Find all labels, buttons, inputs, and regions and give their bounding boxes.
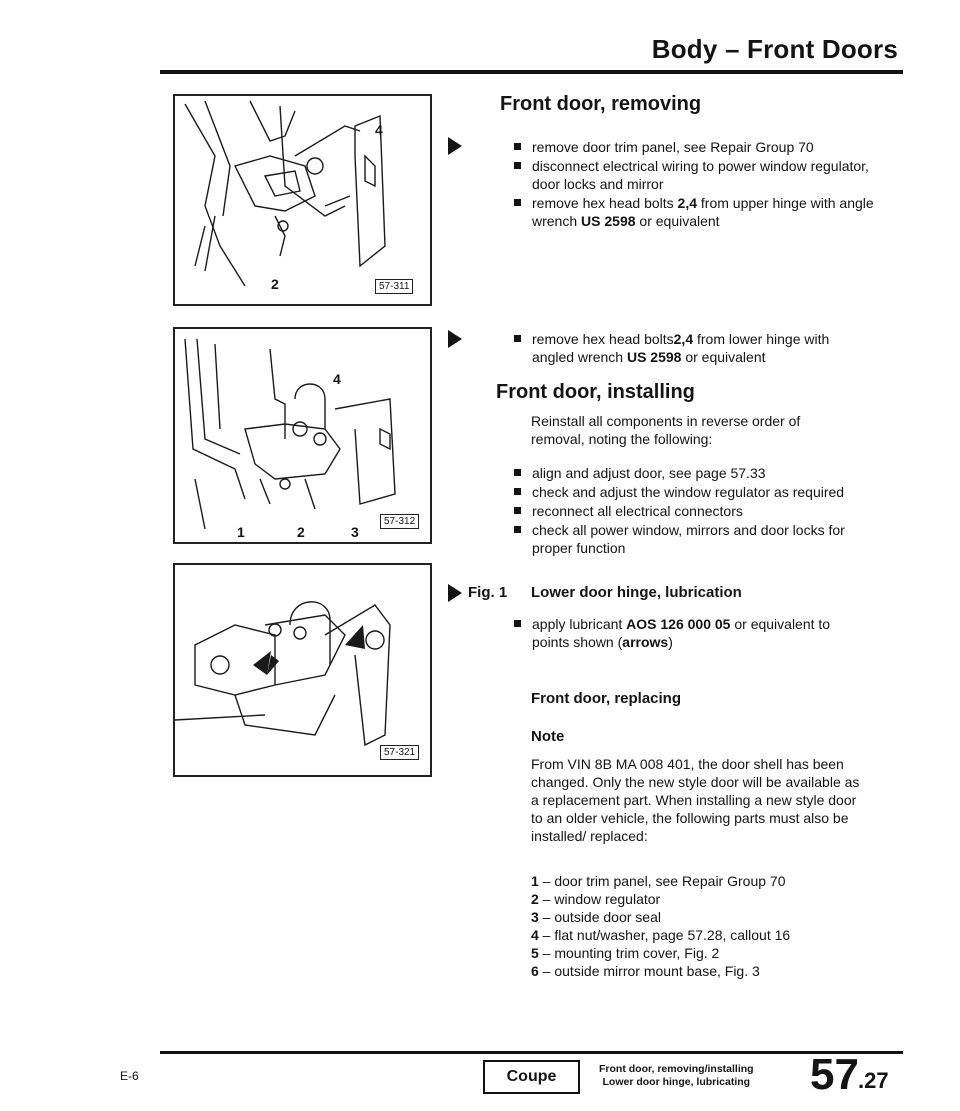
page-title: Body – Front Doors: [651, 34, 898, 64]
callout-2: 2: [271, 276, 279, 292]
callout-4: 4: [375, 122, 383, 138]
list-item: align and adjust door, see page 57.33: [514, 464, 859, 482]
footer-description: Front door, removing/installing Lower door hinge, lubricating: [599, 1063, 754, 1088]
list-item: 3 – outside door seal: [531, 909, 661, 925]
list-item: disconnect electrical wiring to power window regulator, door locks and mirror: [514, 157, 874, 193]
footer-page-label: E-6: [120, 1069, 139, 1083]
list-item: apply lubricant AOS 126 000 05 or equivalent to points shown (arrows): [514, 615, 854, 651]
callout-2: 2: [297, 524, 305, 540]
lower-hinge-drawing: [175, 329, 430, 542]
installing-steps: [514, 464, 859, 558]
lubrication-drawing: [175, 565, 430, 775]
list-item: 1 – door trim panel, see Repair Group 70: [531, 873, 786, 889]
list-item: check all power window, mirrors and door locks for proper function: [514, 521, 859, 557]
lower-hinge-step: [514, 330, 874, 367]
figure-upper-hinge: [173, 94, 432, 306]
fig1-reference: Fig. 1: [468, 584, 508, 601]
list-item: remove hex head bolts2,4 from lower hinge with angled wrench US 2598 or equivalent: [514, 330, 874, 366]
callout-1: 1: [237, 524, 245, 540]
list-item: remove door trim panel, see Repair Group 70: [514, 138, 874, 156]
note-text: From VIN 8B MA 008 401, the door shell has been changed. Only the new style door will be available as a replacement part. When installing a new style door to an older vehicle, the following parts must also be installed/ replaced:: [531, 756, 860, 844]
lubrication-arrow: [345, 625, 365, 649]
callout-4: 4: [333, 371, 341, 387]
installing-intro: Reinstall all components in reverse order of removal, noting the following:: [531, 413, 801, 447]
section-title-installing: Front door, installing: [496, 381, 695, 403]
figure-number-label: 57-311: [375, 279, 413, 294]
list-item: 4 – flat nut/washer, page 57.28, callout 16: [531, 927, 791, 943]
page-number-minor: .27: [858, 1068, 889, 1093]
callout-3: 3: [351, 524, 359, 540]
model-badge: Coupe: [483, 1060, 580, 1094]
fig1-title: Lower door hinge, lubrication: [531, 584, 742, 601]
list-item: 2 – window regulator: [531, 891, 661, 907]
figure-number-label: 57-312: [380, 514, 419, 529]
list-item: 6 – outside mirror mount base, Fig. 3: [531, 963, 760, 979]
removing-steps: [514, 138, 874, 231]
figure-number-label: 57-321: [380, 745, 419, 760]
note-label: Note: [531, 728, 565, 745]
section-title-replacing: Front door, replacing: [531, 690, 682, 707]
page-number-major: 57: [810, 1050, 859, 1099]
figure-pointer-arrow: [448, 137, 462, 155]
figure-hinge-lubrication: [173, 563, 432, 777]
replacement-parts-list: [531, 872, 871, 980]
list-item: remove hex head bolts 2,4 from upper hinge with angle wrench US 2598 or equivalent: [514, 194, 874, 230]
figure-pointer-arrow: [448, 330, 462, 348]
figure-pointer-arrow: [448, 584, 462, 602]
lubrication-steps: [514, 615, 854, 652]
list-item: check and adjust the window regulator as required: [514, 483, 859, 501]
upper-hinge-drawing: [175, 96, 430, 304]
footer-rule: [160, 1051, 903, 1054]
section-title-removing: Front door, removing: [500, 93, 702, 115]
list-item: 5 – mounting trim cover, Fig. 2: [531, 945, 720, 961]
list-item: reconnect all electrical connectors: [514, 502, 859, 520]
figure-lower-hinge: [173, 327, 432, 544]
header-rule: [160, 70, 903, 74]
